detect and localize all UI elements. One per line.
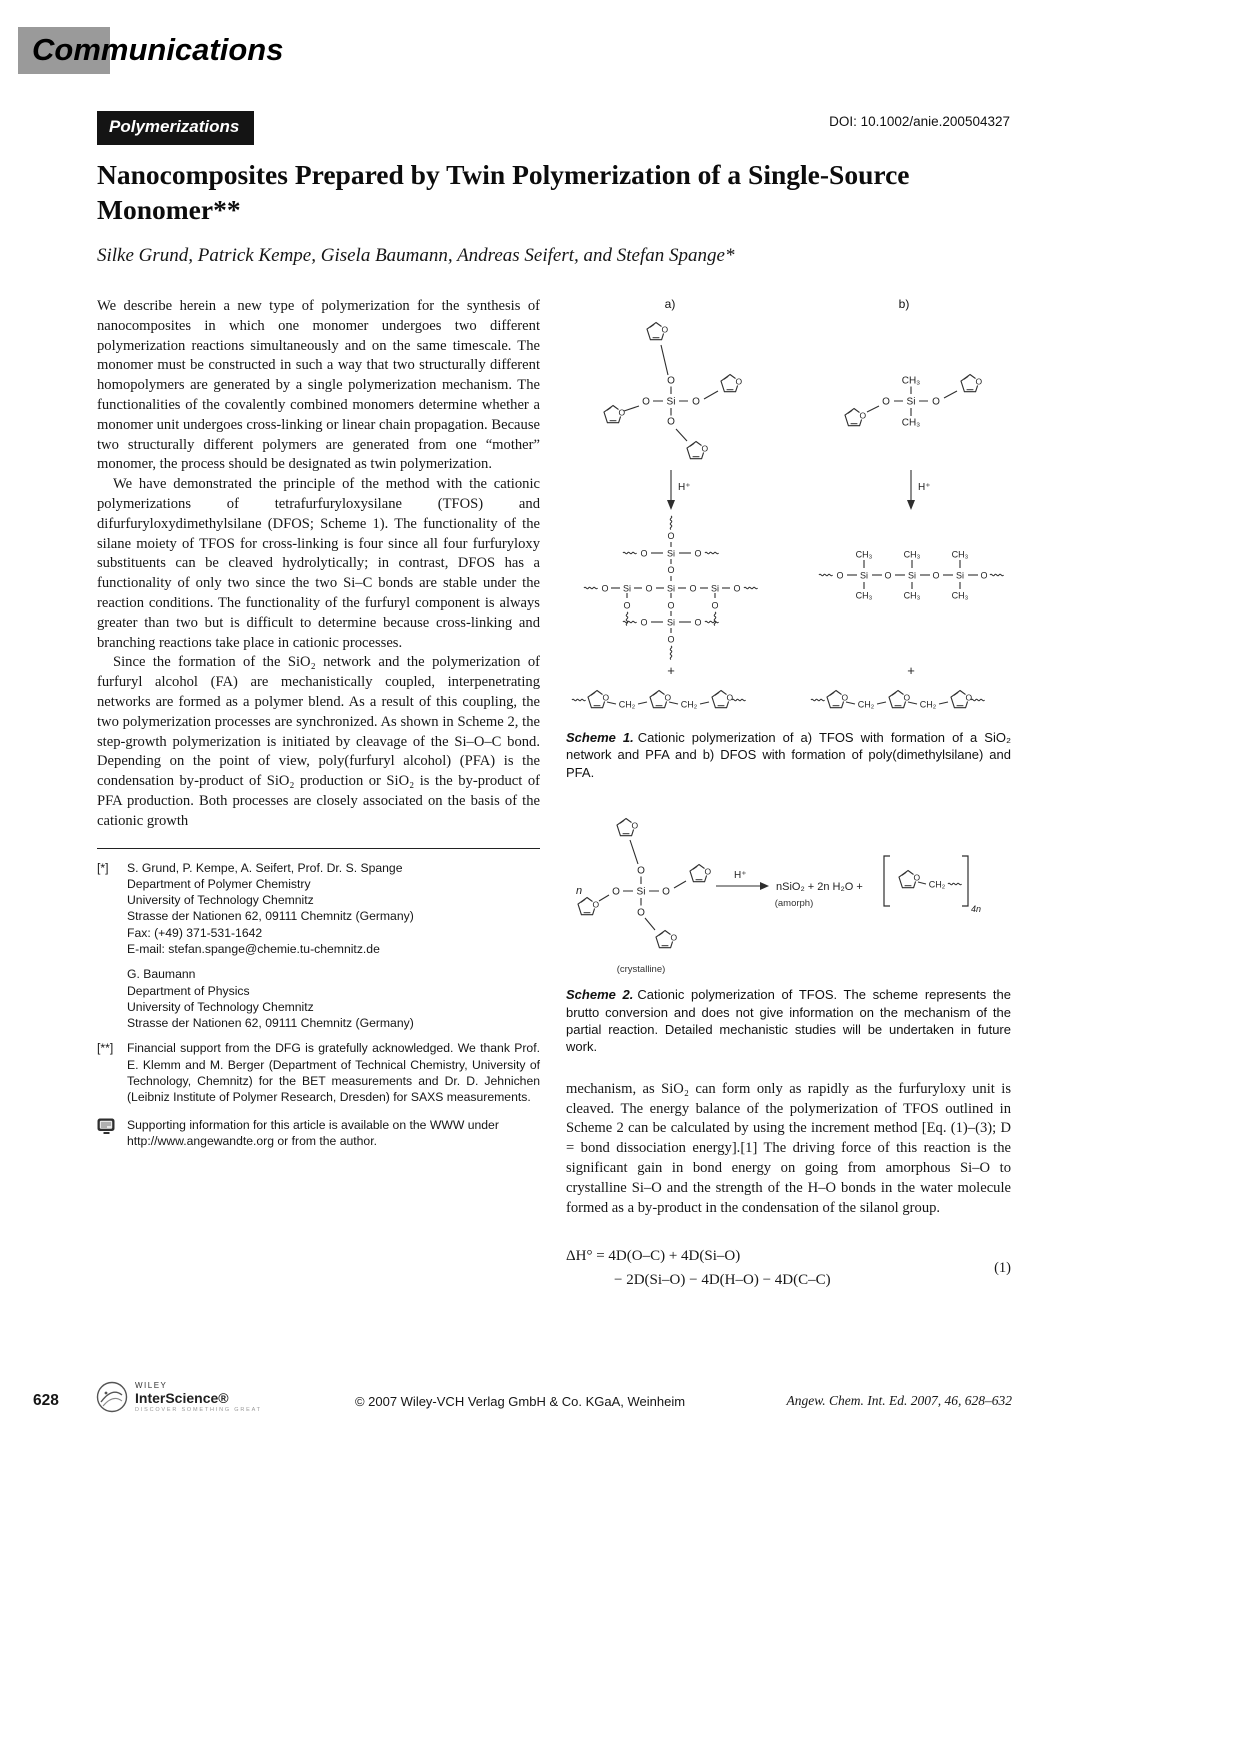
affiliation-line: Strasse der Nationen 62, 09111 Chemnitz (Germany) (127, 1016, 414, 1031)
footnote-affiliation-1 (97, 860, 540, 958)
interscience-swirl-icon (93, 1378, 131, 1416)
logo-interscience-text: InterScience® (135, 1390, 229, 1406)
affiliation-block-2 (127, 966, 540, 1031)
affiliation-line: Fax: (+49) 371-531-1642 (127, 925, 263, 940)
footnote-marker-doublestar: [**] (97, 1041, 114, 1056)
atom-label-o: O (642, 396, 650, 408)
furan-ring-icon (578, 898, 600, 915)
right-column (566, 294, 1011, 1292)
furan-ring-icon (650, 691, 672, 708)
paragraph-2: We have demonstrated the principle of the method with the cationic polymerizations of tetrafurfuryloxysilane (TFOS) and difurfuryloxydimethylsilane (DFOS; Scheme 1). The functionality of the silane moiety of TFOS for cross-linking is four since all four furfuryloxy substituents can be cleaved hydrolytically; in contrast, DFOS has a functionality of only two since the two Si–C bonds are stable under the reaction conditions. The functionality of the furfuryl component is always greater than two but is difficult to determine because cross-linking and branching reactions take place in cationic processes. (97, 476, 540, 651)
tfos-monomer-structure (578, 819, 712, 948)
atom-label-o: O (980, 570, 988, 581)
atom-label-o: O (612, 886, 620, 898)
furan-ring-icon (656, 931, 678, 948)
furan-ring-icon (889, 691, 911, 708)
scheme2-caption-label: Scheme 2. (566, 987, 634, 1003)
furan-ring-icon (690, 865, 712, 882)
h-plus-label: H⁺ (918, 482, 931, 493)
atom-label-o: O (667, 565, 675, 575)
category-badge: Polymerizations (97, 111, 254, 145)
article-authors: Silke Grund, Patrick Kempe, Gisela Baumann, Andreas Seifert, and Stefan Spange* (97, 245, 735, 266)
polymer-chain-squiggle (623, 621, 637, 623)
sio2-network-structure (584, 516, 758, 660)
polymer-chain-squiggle (990, 574, 1004, 576)
n-coefficient: n (576, 885, 583, 898)
polymer-chain-squiggle (744, 587, 758, 589)
polymer-chain-squiggle (705, 552, 719, 554)
acknowledgement-text: Financial support from the DFG is gratefully acknowledged. We thank Prof. E. Klemm and M. Berger (Department of Technical Chemistry, University of Technology, Chemnitz) for the BET measurements and Dr. D. Jehnichen (Leibniz Institute of Polymer Research, Dresden) for SAXS measurements. (127, 1041, 540, 1105)
logo-texts (135, 1381, 262, 1413)
pfa-chain-structure (811, 691, 985, 710)
furan-ring-icon (721, 375, 743, 392)
polymer-chain-squiggle (948, 883, 962, 885)
polydimethylsilane-structure (819, 550, 1004, 601)
polymer-chain-squiggle (819, 574, 833, 576)
affiliation-line: Department of Physics (127, 983, 250, 998)
polymer-chain-squiggle (623, 552, 637, 554)
atom-label-o: O (694, 548, 702, 559)
affiliation-block-1 (127, 860, 540, 958)
atom-label-si: Si (636, 886, 646, 898)
pfa-chain-structure (572, 691, 746, 710)
atom-label-o: O (694, 617, 702, 628)
paragraph-4: mechanism, as SiO₂ can form only as rapidly as the furfuryloxy unit is cleaved. The energy balance of the polymerization of TFOS outlined in Scheme 2 can be calculated by using the increment method [Eq. (1)–(3); D = bond dissociation energy].[1] The driving force of this reaction is the significant gain in bond energy on going from amorphous Si–O to crystalline Si–O and the strength of the H–O bonds in the water molecule formed as a by-product in the condensation of the silanol group. (566, 1080, 1011, 1216)
supporting-info-text: Supporting information for this article is available on the WWW under http://www.angewandte.org or from the author. (127, 1117, 499, 1148)
furan-ring-icon (961, 375, 983, 392)
wiley-interscience-logo (93, 1378, 262, 1416)
reaction-arrow-icon (716, 870, 769, 890)
furan-ring-icon (647, 323, 669, 340)
pfa-repeat-unit-structure (884, 856, 981, 914)
atom-label-o: O (637, 907, 645, 919)
atom-label-o: O (640, 617, 648, 628)
equation-line-2: − 2D(Si–O) − 4D(H–O) − 4D(C–C) (614, 1272, 831, 1289)
atom-label-o: O (637, 865, 645, 877)
affiliation-line: Strasse der Nationen 62, 09111 Chemnitz (Germany) (127, 909, 414, 924)
atom-label-si: Si (907, 570, 917, 581)
furan-ring-icon (687, 442, 709, 459)
atom-label-o: O (689, 583, 697, 594)
article-title: Nanocomposites Prepared by Twin Polymerization of a Single-Source Monomer** (97, 159, 910, 225)
atom-label-ch2: CH₂ (928, 879, 946, 890)
equation-number: (1) (994, 1260, 1011, 1277)
furan-ring-icon (604, 406, 626, 423)
tfos-monomer-structure (604, 323, 743, 459)
amorph-label: (amorph) (774, 898, 814, 910)
affiliation-line: University of Technology Chemnitz (127, 999, 314, 1014)
reaction-products: nSiO₂ + 2n H₂O + (776, 881, 863, 894)
polymer-chain-squiggle (572, 699, 586, 701)
footnote-rule (97, 848, 540, 849)
atom-label-ch2: CH₂ (618, 699, 636, 710)
furan-ring-icon (951, 691, 973, 708)
furan-ring-icon (827, 691, 849, 708)
dfos-monomer-structure (845, 375, 983, 429)
furan-ring-icon (617, 819, 639, 836)
scheme2-caption-text: Cationic polymerization of TFOS. The scheme represents the brutto conversion and does not give information on the mechanism of the partial reaction. Detailed mechanistic studies will be undertaken in future work. (566, 987, 1011, 1055)
repeat-subscript: 4n (971, 904, 982, 915)
affiliation-line: S. Grund, P. Kempe, A. Seifert, Prof. Dr. S. Spange (127, 860, 403, 875)
polymer-chain-squiggle (584, 587, 598, 589)
footnote-marker-spacer (97, 966, 127, 1031)
atom-label-si: Si (666, 396, 676, 408)
atom-label-o: O (932, 396, 940, 408)
left-column (97, 297, 540, 1149)
section-header-title: Communications (32, 32, 284, 67)
atom-label-o: O (623, 600, 631, 611)
polymer-chain-squiggle (714, 612, 716, 626)
affiliation-line-email: E-mail: stefan.spange@chemie.tu-chemnitz.de (127, 942, 380, 956)
paragraph-1: We describe herein a new type of polymerization for the synthesis of nanocomposites in which one monomer undergoes two different polymerization reactions simultaneously and on the same timescale. The monomer must be constructed in such a way that two structurally different homopolymers are generated by a single polymerization mechanism. The functionalities of the covalently combined monomers determine whether a monomer unit undergoes cross-linking or linear chain propagation. Because two structurally different polymers are generated from one “mother” monomer, the process should be designated as twin polymerization. (97, 298, 540, 473)
atom-label-ch3: CH₃ (855, 549, 873, 560)
furan-ring-icon (588, 691, 610, 708)
atom-label-o: O (645, 583, 653, 594)
footnote-marker-star: [*] (97, 860, 109, 875)
atom-label-o: O (733, 583, 741, 594)
scheme1-caption-label: Scheme 1. (566, 730, 634, 745)
furan-ring-icon (845, 409, 867, 426)
equation-1 (566, 1244, 1011, 1292)
doi-line: DOI: 10.1002/anie.200504327 (829, 114, 1010, 129)
atom-label-si: Si (666, 548, 676, 559)
paragraph-3: Since the formation of the SiO₂ network and the polymerization of furfuryl alcohol (FA) are mechanistically coupled, interpenetrating networks are formed as a polymer blend. As a result of this coupling, the two polymerization processes are synchronized. As shown in Scheme 2, the step-growth polymerization is initiated by cleavage of the Si–O–C bond. Depending on the point of view, poly(furfuryl alcohol) (PFA) is the condensation by-product of SiO₂ production or SiO₂ is the by-product of PFA production. Both processes are closely associated on the basis of the cationic growth (97, 654, 540, 829)
logo-wiley-text: WILEY (135, 1381, 168, 1390)
atom-label-ch3: CH₃ (903, 549, 921, 560)
scheme1-part-b-label: b) (898, 297, 910, 311)
furan-ring-icon (899, 871, 921, 888)
reaction-arrow-icon (667, 470, 691, 510)
atom-label-o: O (601, 583, 609, 594)
atom-label-ch2: CH₂ (680, 699, 698, 710)
affiliation-line: Department of Polymer Chemistry (127, 876, 311, 891)
atom-label-o: O (640, 548, 648, 559)
atom-label-si: Si (666, 583, 676, 594)
journal-reference: Angew. Chem. Int. Ed. 2007, 46, 628–632 (786, 1393, 1012, 1408)
page-number: 628 (33, 1392, 59, 1409)
atom-label-si: Si (622, 583, 632, 594)
h-plus-label: H⁺ (678, 482, 691, 493)
scheme2-figure (566, 796, 1011, 981)
atom-label-o: O (711, 600, 719, 611)
affiliation-line: University of Technology Chemnitz (127, 893, 314, 908)
plus-sign: + (907, 663, 915, 678)
atom-label-o: O (667, 600, 675, 611)
atom-label-si: Si (710, 583, 720, 594)
section-header (18, 24, 283, 76)
scheme1-figure (566, 294, 1011, 724)
furan-ring-icon (712, 691, 734, 708)
polymer-chain-squiggle (670, 516, 672, 530)
atom-label-ch2: CH₂ (919, 699, 937, 710)
polymer-chain-squiggle (732, 699, 746, 701)
atom-label-o: O (884, 570, 892, 581)
equation-line-1: ΔH° = 4D(O–C) + 4D(Si–O) (566, 1248, 741, 1265)
atom-label-ch3: CH₃ (901, 375, 921, 387)
atom-label-si: Si (906, 396, 916, 408)
atom-label-si: Si (859, 570, 869, 581)
h-plus-label: H⁺ (734, 870, 747, 882)
affiliation-line: G. Baumann (127, 967, 196, 982)
atom-label-o: O (667, 531, 675, 541)
atom-label-o: O (667, 375, 675, 387)
atom-label-ch3: CH₃ (951, 549, 969, 560)
atom-label-ch3: CH₃ (855, 590, 873, 601)
atom-label-ch3: CH₃ (901, 417, 921, 429)
polymer-chain-squiggle (705, 621, 719, 623)
footnote-acknowledgement (97, 1040, 540, 1105)
atom-label-ch2: CH₂ (857, 699, 875, 710)
atom-label-o: O (662, 886, 670, 898)
copyright-line: © 2007 Wiley-VCH Verlag GmbH & Co. KGaA, Weinheim (354, 1394, 686, 1409)
plus-sign: + (667, 663, 675, 678)
atom-label-o: O (692, 396, 700, 408)
polymer-chain-squiggle (626, 612, 628, 626)
scheme1-caption (566, 729, 1011, 781)
atom-label-si: Si (666, 617, 676, 628)
atom-label-ch3: CH₃ (903, 590, 921, 601)
crystalline-label: (crystalline) (616, 964, 666, 976)
atom-label-o: O (882, 396, 890, 408)
logo-tagline: DISCOVER SOMETHING GREAT (135, 1407, 262, 1413)
supporting-info-icon (97, 1117, 127, 1150)
reaction-arrow-icon (907, 470, 931, 510)
scheme1-part-a-label: a) (664, 297, 676, 311)
atom-label-o: O (667, 634, 675, 645)
supporting-info (97, 1117, 540, 1150)
atom-label-si: Si (955, 570, 965, 581)
polymer-chain-squiggle (971, 699, 985, 701)
polymer-chain-squiggle (670, 646, 672, 660)
scheme1-caption-text: Cationic polymerization of a) TFOS with formation of a SiO₂ network and PFA and b) DFOS with formation of poly(dimethylsilane) and PFA. (566, 730, 1011, 780)
atom-label-o: O (932, 570, 940, 581)
polymer-chain-squiggle (811, 699, 825, 701)
atom-label-o: O (836, 570, 844, 581)
atom-label-ch3: CH₃ (951, 590, 969, 601)
atom-label-o: O (667, 416, 675, 428)
footnote-affiliation-2 (97, 966, 540, 1031)
scheme2-caption (566, 986, 1011, 1056)
